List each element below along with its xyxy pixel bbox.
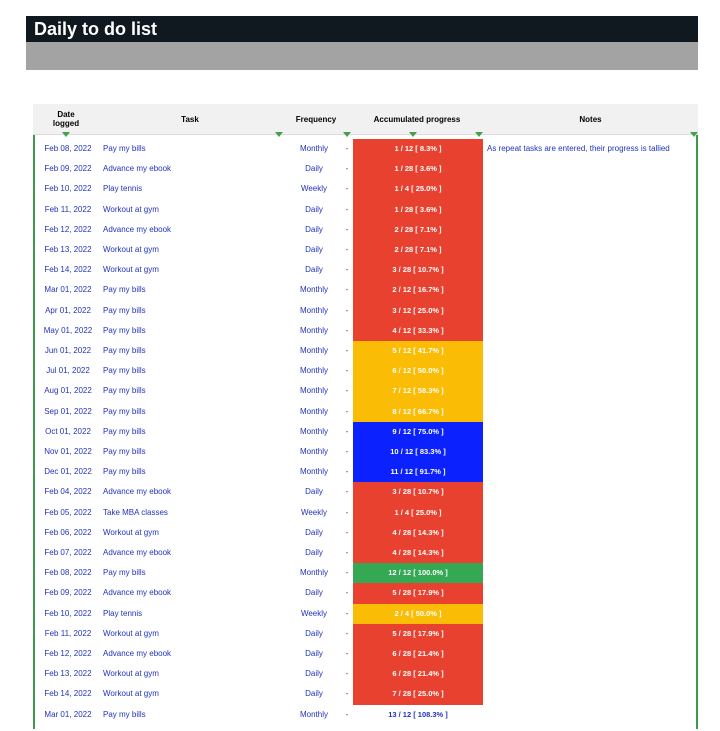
table-row[interactable] xyxy=(35,422,696,442)
cell-task[interactable]: Pay my bills xyxy=(103,144,146,153)
cell-notes[interactable] xyxy=(487,301,697,321)
cell-frequency[interactable]: Weekly xyxy=(300,507,328,517)
cell-task[interactable]: Workout at gym xyxy=(103,245,159,254)
cell-accumulated-progress[interactable]: 4 / 12 [ 33.3% ] xyxy=(353,321,483,341)
table-row[interactable] xyxy=(35,503,696,523)
cell-task[interactable]: Pay my bills xyxy=(103,568,146,578)
cell-notes[interactable] xyxy=(487,523,697,543)
cell-notes[interactable] xyxy=(487,583,697,603)
cell-date-logged[interactable]: Feb 13, 2022 xyxy=(44,669,92,679)
cell-date-logged[interactable]: Feb 09, 2022 xyxy=(44,588,92,598)
cell-dropdown-dash[interactable]: - xyxy=(345,487,349,497)
cell-notes[interactable] xyxy=(487,321,697,341)
cell-dropdown-dash[interactable]: - xyxy=(345,346,349,355)
cell-dropdown-dash[interactable]: - xyxy=(345,164,349,174)
header-task-label: Task xyxy=(181,114,199,124)
cell-date-logged[interactable]: Feb 12, 2022 xyxy=(44,224,92,234)
cell-dropdown-dash[interactable]: - xyxy=(345,426,349,436)
cell-accumulated-progress[interactable]: 2 / 4 [ 50.0% ] xyxy=(353,604,483,624)
cell-notes[interactable] xyxy=(487,361,697,381)
cell-dropdown-dash[interactable]: - xyxy=(345,628,349,638)
cell-frequency[interactable]: Weekly xyxy=(300,184,328,194)
table-row[interactable] xyxy=(35,179,696,199)
cell-date-logged[interactable]: Feb 05, 2022 xyxy=(44,507,92,517)
cell-dropdown-dash[interactable]: - xyxy=(345,447,349,456)
cell-notes[interactable] xyxy=(487,402,697,422)
cell-accumulated-progress[interactable]: 10 / 12 [ 83.3% ] xyxy=(353,442,483,462)
cell-accumulated-progress[interactable]: 1 / 4 [ 25.0% ] xyxy=(353,503,483,523)
cell-accumulated-progress[interactable]: 6 / 28 [ 21.4% ] xyxy=(353,664,483,684)
cell-task[interactable]: Pay my bills xyxy=(103,366,146,376)
cell-date-logged[interactable]: Feb 08, 2022 xyxy=(44,144,92,153)
cell-dropdown-dash[interactable]: - xyxy=(345,467,349,477)
cell-notes[interactable] xyxy=(487,422,697,442)
cell-dropdown-dash[interactable]: - xyxy=(345,649,349,658)
table-row[interactable] xyxy=(35,624,696,644)
table-row[interactable] xyxy=(35,381,696,401)
cell-date-logged[interactable]: Feb 11, 2022 xyxy=(44,628,92,638)
cell-date-logged[interactable]: Nov 01, 2022 xyxy=(44,447,92,456)
cell-notes[interactable] xyxy=(487,462,697,482)
table-row[interactable] xyxy=(35,220,696,240)
cell-date-logged[interactable]: Dec 01, 2022 xyxy=(44,467,92,477)
cell-accumulated-progress[interactable]: 5 / 28 [ 17.9% ] xyxy=(353,583,483,603)
cell-date-logged[interactable]: May 01, 2022 xyxy=(43,325,93,335)
cell-frequency[interactable]: Monthly xyxy=(299,144,328,153)
cell-notes[interactable] xyxy=(487,684,697,704)
cell-task[interactable]: Workout at gym xyxy=(103,527,159,537)
title-sub-bar xyxy=(26,42,698,70)
cell-dropdown-dash[interactable]: - xyxy=(345,588,349,598)
cell-date-logged[interactable]: Feb 10, 2022 xyxy=(44,184,92,194)
table-row[interactable] xyxy=(35,321,696,341)
cell-accumulated-progress[interactable]: 5 / 12 [ 41.7% ] xyxy=(353,341,483,361)
cell-accumulated-progress[interactable]: 13 / 12 [ 108.3% ] xyxy=(353,705,483,725)
cell-date-logged[interactable]: Feb 10, 2022 xyxy=(44,608,92,618)
cell-notes[interactable] xyxy=(487,482,697,502)
cell-accumulated-progress[interactable]: 1 / 4 [ 25.0% ] xyxy=(353,179,483,199)
cell-accumulated-progress[interactable]: 1 / 12 [ 8.3% ] xyxy=(353,139,483,159)
header-accumulated-progress[interactable] xyxy=(351,104,483,134)
cell-task[interactable]: Take MBA classes xyxy=(103,507,168,517)
cell-dropdown-dash[interactable]: - xyxy=(345,184,349,194)
cell-date-logged[interactable]: Aug 01, 2022 xyxy=(44,386,92,396)
cell-accumulated-progress[interactable]: 6 / 12 [ 50.0% ] xyxy=(353,361,483,381)
table-row[interactable] xyxy=(35,523,696,543)
cell-accumulated-progress[interactable]: 2 / 12 [ 16.7% ] xyxy=(353,280,483,300)
cell-date-logged[interactable]: Jul 01, 2022 xyxy=(46,366,90,376)
cell-date-logged[interactable]: Jun 01, 2022 xyxy=(44,346,92,355)
cell-dropdown-dash[interactable]: - xyxy=(345,144,349,153)
cell-accumulated-progress[interactable]: 1 / 28 [ 3.6% ] xyxy=(353,200,483,220)
header-notes[interactable] xyxy=(483,104,698,134)
cell-frequency[interactable]: Daily xyxy=(305,224,323,234)
cell-date-logged[interactable]: Feb 11, 2022 xyxy=(44,204,92,214)
cell-date-logged[interactable]: Feb 04, 2022 xyxy=(44,487,92,497)
cell-dropdown-dash[interactable]: - xyxy=(345,406,349,416)
cell-dropdown-dash[interactable]: - xyxy=(345,204,349,214)
cell-accumulated-progress[interactable]: 3 / 12 [ 25.0% ] xyxy=(353,301,483,321)
cell-notes[interactable] xyxy=(487,179,697,199)
cell-frequency[interactable]: Monthly xyxy=(299,568,328,578)
cell-notes[interactable] xyxy=(487,200,697,220)
cell-frequency[interactable]: Monthly xyxy=(299,447,328,456)
cell-frequency[interactable]: Monthly xyxy=(299,325,328,335)
header-progress-label: Accumulated progress xyxy=(373,114,461,124)
table-row[interactable] xyxy=(35,442,696,462)
cell-frequency[interactable]: Monthly xyxy=(299,305,328,315)
cell-task[interactable]: Workout at gym xyxy=(103,669,159,679)
cell-frequency[interactable]: Daily xyxy=(305,487,323,497)
table-row[interactable] xyxy=(35,402,696,422)
cell-date-logged[interactable]: Feb 14, 2022 xyxy=(44,265,92,275)
cell-notes[interactable] xyxy=(487,442,697,462)
cell-dropdown-dash[interactable]: - xyxy=(345,568,349,578)
cell-dropdown-dash[interactable]: - xyxy=(345,325,349,335)
cell-date-logged[interactable]: Mar 01, 2022 xyxy=(44,285,92,295)
cell-task[interactable]: Advance my ebook xyxy=(103,649,172,658)
cell-task[interactable]: Pay my bills xyxy=(103,325,146,335)
cell-date-logged[interactable]: Feb 09, 2022 xyxy=(44,164,92,174)
cell-frequency[interactable]: Monthly xyxy=(299,386,328,396)
sheet-title-text: Daily to do list xyxy=(34,19,158,39)
cell-accumulated-progress[interactable]: 12 / 12 [ 100.0% ] xyxy=(353,563,483,583)
header-notes-label: Notes xyxy=(579,114,602,124)
header-frequency-label: Frequency xyxy=(295,114,337,124)
cell-date-logged[interactable]: Feb 06, 2022 xyxy=(44,527,92,537)
table-row[interactable] xyxy=(35,301,696,321)
cell-frequency[interactable]: Daily xyxy=(305,588,323,598)
cell-date-logged[interactable]: Feb 14, 2022 xyxy=(44,689,92,699)
cell-notes[interactable] xyxy=(487,159,697,179)
cell-dropdown-dash[interactable]: - xyxy=(345,709,349,719)
cell-accumulated-progress[interactable]: 2 / 28 [ 7.1% ] xyxy=(353,220,483,240)
header-date-logged[interactable] xyxy=(33,104,99,134)
cell-task[interactable]: Pay my bills xyxy=(103,346,146,355)
table-row[interactable] xyxy=(35,260,696,280)
cell-task[interactable]: Advance my ebook xyxy=(103,224,172,234)
table-row[interactable] xyxy=(35,240,696,260)
cell-notes[interactable] xyxy=(487,260,697,280)
cell-frequency[interactable]: Monthly xyxy=(299,709,328,719)
cell-frequency[interactable]: Daily xyxy=(305,204,323,214)
cell-dropdown-dash[interactable]: - xyxy=(345,669,349,679)
cell-frequency[interactable]: Daily xyxy=(305,689,323,699)
cell-accumulated-progress[interactable]: 6 / 28 [ 21.4% ] xyxy=(353,644,483,664)
cell-task[interactable]: Workout at gym xyxy=(103,265,159,275)
cell-accumulated-progress[interactable]: 7 / 12 [ 58.3% ] xyxy=(353,381,483,401)
cell-task[interactable]: Pay my bills xyxy=(103,386,146,396)
cell-date-logged[interactable]: Oct 01, 2022 xyxy=(45,426,91,436)
cell-date-logged[interactable]: Feb 13, 2022 xyxy=(44,245,92,254)
cell-task[interactable]: Play tennis xyxy=(103,608,143,618)
cell-notes[interactable] xyxy=(487,341,697,361)
cell-task[interactable]: Pay my bills xyxy=(103,406,146,416)
cell-notes[interactable] xyxy=(487,240,697,260)
cell-notes[interactable]: As repeat tasks are entered, their progress is tallied xyxy=(487,144,670,153)
cell-task[interactable]: Pay my bills xyxy=(103,426,146,436)
table-body xyxy=(33,135,698,729)
cell-frequency[interactable]: Daily xyxy=(305,164,323,174)
sheet-title xyxy=(26,16,698,42)
cell-dropdown-dash[interactable]: - xyxy=(345,285,349,295)
cell-accumulated-progress[interactable]: 9 / 12 [ 75.0% ] xyxy=(353,422,483,442)
table-row[interactable] xyxy=(35,159,696,179)
cell-date-logged[interactable]: Sep 01, 2022 xyxy=(44,406,92,416)
cell-dropdown-dash[interactable]: - xyxy=(345,224,349,234)
table-row[interactable] xyxy=(35,543,696,563)
cell-frequency[interactable]: Monthly xyxy=(299,366,328,376)
cell-task[interactable]: Workout at gym xyxy=(103,628,159,638)
cell-accumulated-progress[interactable]: 4 / 28 [ 14.3% ] xyxy=(353,543,483,563)
cell-task[interactable]: Pay my bills xyxy=(103,285,146,295)
cell-accumulated-progress[interactable]: 11 / 12 [ 91.7% ] xyxy=(353,462,483,482)
cell-notes[interactable] xyxy=(487,280,697,300)
cell-dropdown-dash[interactable]: - xyxy=(345,608,349,618)
table-row[interactable] xyxy=(35,664,696,684)
cell-task[interactable]: Pay my bills xyxy=(103,447,146,456)
header-date-label: Date logged xyxy=(52,110,80,128)
cell-frequency[interactable]: Daily xyxy=(305,265,323,275)
cell-date-logged[interactable]: Feb 07, 2022 xyxy=(44,548,92,557)
cell-accumulated-progress[interactable]: 3 / 28 [ 10.7% ] xyxy=(353,482,483,502)
cell-frequency[interactable]: Daily xyxy=(305,527,323,537)
cell-dropdown-dash[interactable]: - xyxy=(345,305,349,315)
table-row[interactable] xyxy=(35,583,696,603)
table-row[interactable] xyxy=(35,341,696,361)
cell-task[interactable]: Advance my ebook xyxy=(103,548,172,557)
todo-table xyxy=(33,104,698,729)
cell-accumulated-progress[interactable]: 2 / 28 [ 7.1% ] xyxy=(353,240,483,260)
cell-notes[interactable] xyxy=(487,381,697,401)
cell-accumulated-progress[interactable]: 7 / 28 [ 25.0% ] xyxy=(353,684,483,704)
cell-task[interactable]: Play tennis xyxy=(103,184,143,194)
header-task[interactable] xyxy=(99,104,281,134)
cell-task[interactable]: Pay my bills xyxy=(103,305,146,315)
cell-frequency[interactable]: Monthly xyxy=(299,467,328,477)
cell-task[interactable]: Advance my ebook xyxy=(103,588,172,598)
cell-accumulated-progress[interactable]: 1 / 28 [ 3.6% ] xyxy=(353,159,483,179)
cell-accumulated-progress[interactable]: 3 / 28 [ 10.7% ] xyxy=(353,260,483,280)
cell-accumulated-progress[interactable]: 4 / 28 [ 14.3% ] xyxy=(353,523,483,543)
cell-dropdown-dash[interactable]: - xyxy=(345,245,349,254)
table-row[interactable] xyxy=(35,200,696,220)
table-row[interactable] xyxy=(35,604,696,624)
cell-notes[interactable] xyxy=(487,563,697,583)
cell-notes[interactable] xyxy=(487,543,697,563)
cell-frequency[interactable]: Monthly xyxy=(299,426,328,436)
cell-notes[interactable] xyxy=(487,220,697,240)
cell-dropdown-dash[interactable]: - xyxy=(345,689,349,699)
table-row[interactable] xyxy=(35,139,696,159)
cell-frequency[interactable]: Monthly xyxy=(299,285,328,295)
table-row[interactable] xyxy=(35,361,696,381)
table-row[interactable] xyxy=(35,563,696,583)
cell-notes[interactable] xyxy=(487,503,697,523)
cell-task[interactable]: Pay my bills xyxy=(103,467,146,477)
cell-task[interactable]: Workout at gym xyxy=(103,204,159,214)
cell-accumulated-progress[interactable]: 8 / 12 [ 66.7% ] xyxy=(353,402,483,422)
header-frequency[interactable] xyxy=(281,104,351,134)
cell-notes[interactable] xyxy=(487,604,697,624)
cell-task[interactable]: Workout at gym xyxy=(103,689,159,699)
table-row[interactable] xyxy=(35,705,696,725)
table-row[interactable] xyxy=(35,462,696,482)
cell-notes[interactable] xyxy=(487,705,697,725)
cell-dropdown-dash[interactable]: - xyxy=(345,265,349,275)
cell-frequency[interactable]: Weekly xyxy=(300,608,328,618)
cell-date-logged[interactable]: Feb 12, 2022 xyxy=(44,649,92,658)
cell-task[interactable]: Advance my ebook xyxy=(103,487,172,497)
cell-notes[interactable] xyxy=(487,644,697,664)
cell-date-logged[interactable]: Mar 01, 2022 xyxy=(44,709,92,719)
cell-frequency[interactable]: Daily xyxy=(305,669,323,679)
cell-frequency[interactable]: Monthly xyxy=(299,346,328,355)
cell-notes[interactable] xyxy=(487,624,697,644)
cell-task[interactable]: Pay my bills xyxy=(103,709,146,719)
table-row[interactable] xyxy=(35,684,696,704)
cell-task[interactable]: Advance my ebook xyxy=(103,164,172,174)
cell-dropdown-dash[interactable]: - xyxy=(345,527,349,537)
cell-date-logged[interactable]: Apr 01, 2022 xyxy=(45,305,91,315)
cell-frequency[interactable]: Daily xyxy=(305,245,323,254)
cell-dropdown-dash[interactable]: - xyxy=(345,386,349,396)
cell-frequency[interactable]: Daily xyxy=(305,548,323,557)
table-row[interactable] xyxy=(35,482,696,502)
cell-date-logged[interactable]: Feb 08, 2022 xyxy=(44,568,92,578)
cell-frequency[interactable]: Monthly xyxy=(299,406,328,416)
cell-dropdown-dash[interactable]: - xyxy=(345,548,349,557)
cell-frequency[interactable]: Daily xyxy=(305,628,323,638)
table-row[interactable] xyxy=(35,280,696,300)
cell-dropdown-dash[interactable]: - xyxy=(345,507,349,517)
table-row[interactable] xyxy=(35,644,696,664)
cell-accumulated-progress[interactable]: 5 / 28 [ 17.9% ] xyxy=(353,624,483,644)
cell-frequency[interactable]: Daily xyxy=(305,649,323,658)
cell-notes[interactable] xyxy=(487,664,697,684)
cell-dropdown-dash[interactable]: - xyxy=(345,366,349,376)
table-header xyxy=(33,104,698,135)
